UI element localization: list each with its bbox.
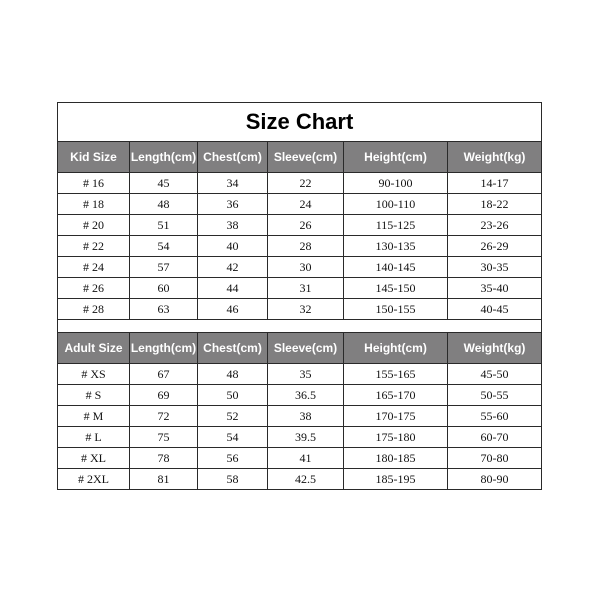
table-cell: 30-35	[448, 257, 542, 278]
table-cell: 155-165	[344, 364, 448, 385]
table-cell: 34	[198, 173, 268, 194]
table-cell: # 2XL	[58, 469, 130, 490]
table-cell: 28	[268, 236, 344, 257]
table-row	[58, 448, 542, 469]
table-row	[58, 406, 542, 427]
kid-header-cell: Length(cm)	[130, 142, 198, 173]
table-cell: # 28	[58, 299, 130, 320]
table-cell: 23-26	[448, 215, 542, 236]
table-cell: 75	[130, 427, 198, 448]
table-cell: 145-150	[344, 278, 448, 299]
table-cell: 55-60	[448, 406, 542, 427]
table-cell: 40-45	[448, 299, 542, 320]
table-row	[58, 215, 542, 236]
table-row	[58, 278, 542, 299]
table-cell: 39.5	[268, 427, 344, 448]
table-cell: # 16	[58, 173, 130, 194]
table-cell: # 22	[58, 236, 130, 257]
table-cell: 50-55	[448, 385, 542, 406]
table-cell: 63	[130, 299, 198, 320]
table-cell: # 20	[58, 215, 130, 236]
table-cell: 81	[130, 469, 198, 490]
adult-header-row	[58, 333, 542, 364]
table-cell: 185-195	[344, 469, 448, 490]
table-cell: 52	[198, 406, 268, 427]
table-cell: 50	[198, 385, 268, 406]
title-row	[58, 103, 542, 142]
table-row	[58, 427, 542, 448]
table-cell: 22	[268, 173, 344, 194]
table-cell: 38	[198, 215, 268, 236]
table-cell: 42	[198, 257, 268, 278]
table-cell: 51	[130, 215, 198, 236]
table-cell: 35-40	[448, 278, 542, 299]
table-cell: 175-180	[344, 427, 448, 448]
table-row	[58, 236, 542, 257]
table-cell: # 24	[58, 257, 130, 278]
table-row	[58, 257, 542, 278]
table-cell: 57	[130, 257, 198, 278]
table-row	[58, 469, 542, 490]
table-cell: 67	[130, 364, 198, 385]
table-cell: # 26	[58, 278, 130, 299]
table-cell: 42.5	[268, 469, 344, 490]
table-cell: 80-90	[448, 469, 542, 490]
table-cell: 30	[268, 257, 344, 278]
table-cell: 60	[130, 278, 198, 299]
table-row	[58, 173, 542, 194]
table-cell: 40	[198, 236, 268, 257]
table-cell: 150-155	[344, 299, 448, 320]
adult-header-cell: Adult Size	[58, 333, 130, 364]
adult-header-cell: Weight(kg)	[448, 333, 542, 364]
adult-header-cell: Length(cm)	[130, 333, 198, 364]
table-cell: 48	[130, 194, 198, 215]
kid-header-cell: Chest(cm)	[198, 142, 268, 173]
table-cell: 54	[198, 427, 268, 448]
table-cell: 31	[268, 278, 344, 299]
table-cell: 180-185	[344, 448, 448, 469]
table-cell: # L	[58, 427, 130, 448]
page-title: Size Chart	[58, 103, 542, 142]
table-cell: 45-50	[448, 364, 542, 385]
adult-header-cell: Height(cm)	[344, 333, 448, 364]
table-cell: # 18	[58, 194, 130, 215]
table-cell: 24	[268, 194, 344, 215]
kid-header-cell: Weight(kg)	[448, 142, 542, 173]
table-cell: 115-125	[344, 215, 448, 236]
adult-header-cell: Sleeve(cm)	[268, 333, 344, 364]
table-row	[58, 299, 542, 320]
table-cell: 14-17	[448, 173, 542, 194]
table-row	[58, 194, 542, 215]
table-cell: 26-29	[448, 236, 542, 257]
table-cell: 48	[198, 364, 268, 385]
table-cell: # S	[58, 385, 130, 406]
table-cell: 130-135	[344, 236, 448, 257]
table-cell: 78	[130, 448, 198, 469]
kid-header-cell: Height(cm)	[344, 142, 448, 173]
table-row	[58, 385, 542, 406]
spacer-cell	[58, 320, 542, 333]
table-cell: 54	[130, 236, 198, 257]
table-cell: 72	[130, 406, 198, 427]
table-cell: 26	[268, 215, 344, 236]
table-cell: 170-175	[344, 406, 448, 427]
table-cell: 56	[198, 448, 268, 469]
kid-header-cell: Kid Size	[58, 142, 130, 173]
table-cell: 46	[198, 299, 268, 320]
table-cell: 165-170	[344, 385, 448, 406]
section-spacer	[58, 320, 542, 333]
size-chart-table	[57, 102, 542, 490]
table-cell: 44	[198, 278, 268, 299]
table-cell: 69	[130, 385, 198, 406]
table-cell: # XL	[58, 448, 130, 469]
table-cell: 36	[198, 194, 268, 215]
table-cell: 35	[268, 364, 344, 385]
kid-header-row	[58, 142, 542, 173]
adult-header-cell: Chest(cm)	[198, 333, 268, 364]
table-row	[58, 364, 542, 385]
table-cell: 32	[268, 299, 344, 320]
table-cell: 100-110	[344, 194, 448, 215]
kid-header-cell: Sleeve(cm)	[268, 142, 344, 173]
table-cell: 45	[130, 173, 198, 194]
table-cell: 36.5	[268, 385, 344, 406]
table-cell: 140-145	[344, 257, 448, 278]
table-cell: 60-70	[448, 427, 542, 448]
table-cell: 58	[198, 469, 268, 490]
table-cell: 41	[268, 448, 344, 469]
table-cell: 90-100	[344, 173, 448, 194]
table-cell: 18-22	[448, 194, 542, 215]
table-cell: # XS	[58, 364, 130, 385]
table-cell: 38	[268, 406, 344, 427]
table-cell: # M	[58, 406, 130, 427]
table-cell: 70-80	[448, 448, 542, 469]
